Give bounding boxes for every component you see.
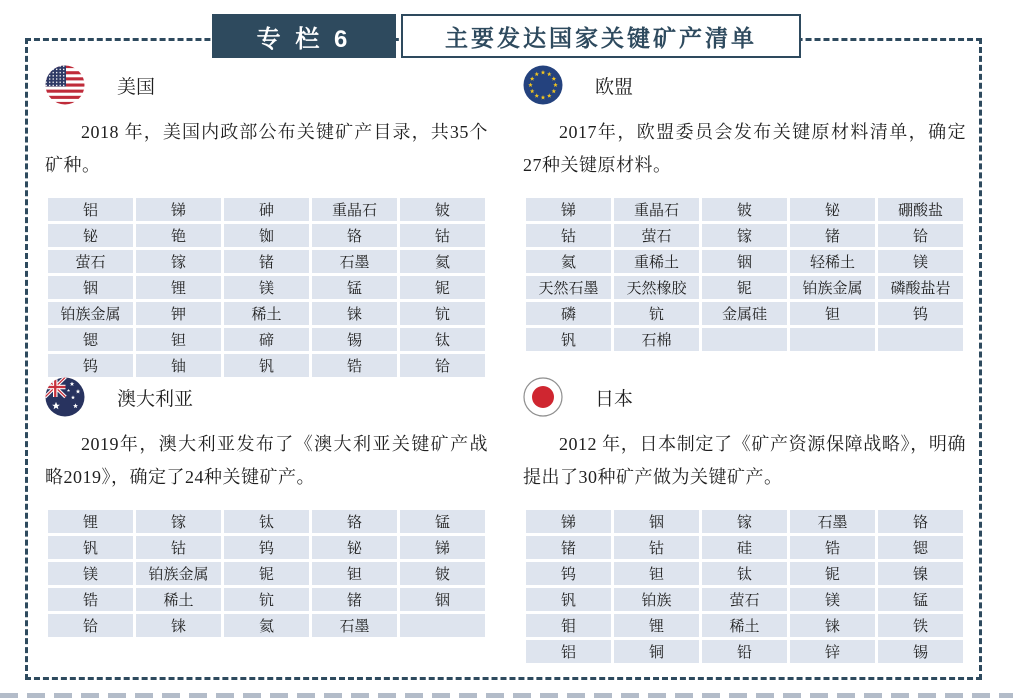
mineral-cell: 钴 <box>400 224 485 247</box>
mineral-cell: 铂族金属 <box>790 276 875 299</box>
section-australia-header <box>45 376 488 418</box>
mineral-cell: 铼 <box>790 614 875 637</box>
mineral-row <box>526 198 963 221</box>
section-japan-header <box>523 376 966 418</box>
mineral-cell: 锑 <box>526 198 611 221</box>
mineral-cell: 镁 <box>790 588 875 611</box>
mineral-cell: 氦 <box>400 250 485 273</box>
mineral-cell: 钒 <box>526 328 611 351</box>
mineral-cell: 锰 <box>312 276 397 299</box>
mineral-cell: 萤石 <box>48 250 133 273</box>
country-name-australia: 澳大利亚 <box>117 388 194 410</box>
mineral-cell: 镁 <box>48 562 133 585</box>
section-australia <box>45 376 488 640</box>
mineral-cell: 重晶石 <box>312 198 397 221</box>
mineral-row <box>526 302 963 325</box>
mineral-cell: 铟 <box>48 276 133 299</box>
mineral-cell: 镁 <box>878 250 963 273</box>
mineral-row <box>48 302 485 325</box>
mineral-row <box>526 588 963 611</box>
mineral-cell: 稀土 <box>224 302 309 325</box>
mineral-cell: 钴 <box>136 536 221 559</box>
mineral-cell: 铅 <box>702 640 787 663</box>
mineral-row <box>48 198 485 221</box>
mineral-cell: 铟 <box>702 250 787 273</box>
empty-cell <box>702 328 787 351</box>
mineral-row <box>526 328 963 351</box>
mineral-cell: 锗 <box>224 250 309 273</box>
mineral-cell: 硼酸盐 <box>878 198 963 221</box>
japan-flag-icon <box>523 377 563 417</box>
column-number-label: 专 栏 6 <box>256 25 352 53</box>
mineral-cell: 铪 <box>878 224 963 247</box>
mineral-cell: 氦 <box>526 250 611 273</box>
mineral-row <box>48 536 485 559</box>
mineral-row <box>48 510 485 533</box>
mineral-cell: 钽 <box>136 328 221 351</box>
mineral-cell: 铌 <box>224 562 309 585</box>
mineral-cell: 锰 <box>400 510 485 533</box>
mineral-cell: 锂 <box>48 510 133 533</box>
mineral-cell: 锗 <box>312 588 397 611</box>
mineral-cell: 镓 <box>136 510 221 533</box>
mineral-cell: 铂族金属 <box>136 562 221 585</box>
mineral-cell: 碲 <box>224 328 309 351</box>
mineral-cell: 铪 <box>400 354 485 377</box>
mineral-cell: 锡 <box>878 640 963 663</box>
mineral-cell: 萤石 <box>702 588 787 611</box>
mineral-cell: 砷 <box>224 198 309 221</box>
empty-cell <box>878 328 963 351</box>
mineral-cell: 铋 <box>312 536 397 559</box>
mineral-cell: 铍 <box>702 198 787 221</box>
mineral-cell: 铬 <box>878 510 963 533</box>
mineral-cell: 铀 <box>136 354 221 377</box>
page-edge-strip <box>0 693 1013 698</box>
mineral-cell: 钨 <box>878 302 963 325</box>
minerals-table-japan <box>523 507 966 666</box>
mineral-cell: 铌 <box>702 276 787 299</box>
empty-cell <box>790 328 875 351</box>
page-title: 主要发达国家关键矿产清单 <box>445 24 757 51</box>
mineral-cell: 钴 <box>614 536 699 559</box>
mineral-cell: 锶 <box>48 328 133 351</box>
mineral-cell: 钽 <box>312 562 397 585</box>
mineral-row <box>526 224 963 247</box>
mineral-cell: 锶 <box>878 536 963 559</box>
page-title-box <box>401 14 801 58</box>
mineral-cell: 铬 <box>312 224 397 247</box>
mineral-cell: 铋 <box>790 198 875 221</box>
minerals-table-eu <box>523 195 966 354</box>
mineral-cell: 重晶石 <box>614 198 699 221</box>
mineral-cell: 稀土 <box>136 588 221 611</box>
mineral-cell: 轻稀土 <box>790 250 875 273</box>
mineral-cell: 铬 <box>312 510 397 533</box>
mineral-cell: 钾 <box>136 302 221 325</box>
mineral-cell: 锡 <box>312 328 397 351</box>
section-usa-header <box>45 64 488 106</box>
mineral-row <box>48 276 485 299</box>
mineral-row <box>48 614 485 637</box>
mineral-cell: 天然橡胶 <box>614 276 699 299</box>
mineral-cell: 氦 <box>224 614 309 637</box>
mineral-row <box>526 276 963 299</box>
section-eu-header <box>523 64 966 106</box>
mineral-cell: 钨 <box>526 562 611 585</box>
mineral-cell: 钨 <box>224 536 309 559</box>
mineral-cell: 铼 <box>312 302 397 325</box>
minerals-table-usa <box>45 195 488 380</box>
mineral-row <box>48 328 485 351</box>
mineral-cell: 重稀土 <box>614 250 699 273</box>
mineral-cell: 锰 <box>878 588 963 611</box>
mineral-cell: 铁 <box>878 614 963 637</box>
description-usa: 2018 年，美国内政部公布关键矿产目录，共35个矿种。 <box>45 122 488 175</box>
mineral-cell: 钽 <box>614 562 699 585</box>
mineral-cell: 铍 <box>400 562 485 585</box>
mineral-row <box>526 614 963 637</box>
mineral-cell: 铝 <box>48 198 133 221</box>
description-australia: 2019年，澳大利亚发布了《澳大利亚关键矿产战略2019》，确定了24种关键矿产。 <box>45 434 488 487</box>
mineral-cell: 锆 <box>790 536 875 559</box>
mineral-cell: 铜 <box>614 640 699 663</box>
mineral-cell: 钽 <box>790 302 875 325</box>
mineral-cell: 锂 <box>136 276 221 299</box>
eu-flag-icon <box>523 65 563 105</box>
mineral-cell: 钪 <box>614 302 699 325</box>
mineral-cell: 镁 <box>224 276 309 299</box>
mineral-row <box>526 510 963 533</box>
mineral-row <box>526 562 963 585</box>
mineral-cell: 铍 <box>400 198 485 221</box>
mineral-cell: 钪 <box>224 588 309 611</box>
mineral-cell: 石墨 <box>790 510 875 533</box>
mineral-cell: 萤石 <box>614 224 699 247</box>
mineral-cell: 铷 <box>224 224 309 247</box>
section-eu <box>523 64 966 354</box>
mineral-cell: 金属硅 <box>702 302 787 325</box>
mineral-row <box>526 640 963 663</box>
mineral-cell: 钪 <box>400 302 485 325</box>
mineral-cell: 铝 <box>526 640 611 663</box>
mineral-cell: 锆 <box>48 588 133 611</box>
mineral-cell: 石墨 <box>312 250 397 273</box>
mineral-cell: 镍 <box>878 562 963 585</box>
mineral-cell: 锗 <box>526 536 611 559</box>
mineral-cell: 钒 <box>526 588 611 611</box>
mineral-cell: 钴 <box>526 224 611 247</box>
section-usa <box>45 64 488 380</box>
mineral-row <box>48 588 485 611</box>
mineral-cell: 锑 <box>400 536 485 559</box>
mineral-cell: 镓 <box>136 250 221 273</box>
mineral-cell: 锗 <box>790 224 875 247</box>
mineral-cell: 铌 <box>400 276 485 299</box>
mineral-cell: 铯 <box>136 224 221 247</box>
country-name-usa: 美国 <box>117 76 156 98</box>
mineral-cell: 钛 <box>224 510 309 533</box>
mineral-cell: 钛 <box>702 562 787 585</box>
mineral-cell: 天然石墨 <box>526 276 611 299</box>
mineral-cell: 锑 <box>136 198 221 221</box>
mineral-cell: 钛 <box>400 328 485 351</box>
mineral-cell: 镓 <box>702 224 787 247</box>
description-japan: 2012 年，日本制定了《矿产资源保障战略》，明确提出了30种矿产做为关键矿产。 <box>523 434 966 487</box>
mineral-cell: 钒 <box>48 536 133 559</box>
mineral-row <box>48 224 485 247</box>
mineral-cell: 磷 <box>526 302 611 325</box>
us-flag-icon <box>45 65 85 105</box>
mineral-cell: 铌 <box>790 562 875 585</box>
mineral-cell: 钒 <box>224 354 309 377</box>
mineral-cell: 铪 <box>48 614 133 637</box>
mineral-cell: 锑 <box>526 510 611 533</box>
mineral-cell: 铂族 <box>614 588 699 611</box>
description-eu: 2017年，欧盟委员会发布关键原材料清单，确定27种关键原材料。 <box>523 122 966 175</box>
mineral-cell: 锌 <box>790 640 875 663</box>
mineral-cell: 钼 <box>526 614 611 637</box>
mineral-row <box>526 250 963 273</box>
section-japan <box>523 376 966 666</box>
mineral-cell: 稀土 <box>702 614 787 637</box>
mineral-cell: 锂 <box>614 614 699 637</box>
column-number-box <box>212 14 396 58</box>
mineral-cell: 磷酸盐岩 <box>878 276 963 299</box>
mineral-cell: 钨 <box>48 354 133 377</box>
empty-cell <box>400 614 485 637</box>
mineral-cell: 镓 <box>702 510 787 533</box>
mineral-cell: 石墨 <box>312 614 397 637</box>
mineral-cell: 铂族金属 <box>48 302 133 325</box>
mineral-cell: 铟 <box>400 588 485 611</box>
mineral-cell: 锆 <box>312 354 397 377</box>
mineral-cell: 铟 <box>614 510 699 533</box>
mineral-cell: 铼 <box>136 614 221 637</box>
mineral-row <box>526 536 963 559</box>
mineral-cell: 硅 <box>702 536 787 559</box>
country-name-eu: 欧盟 <box>595 76 634 98</box>
minerals-table-australia <box>45 507 488 640</box>
mineral-row <box>48 562 485 585</box>
australia-flag-icon <box>45 377 85 417</box>
mineral-cell: 铋 <box>48 224 133 247</box>
country-name-japan: 日本 <box>595 388 634 410</box>
mineral-row <box>48 354 485 377</box>
mineral-row <box>48 250 485 273</box>
mineral-cell: 石棉 <box>614 328 699 351</box>
